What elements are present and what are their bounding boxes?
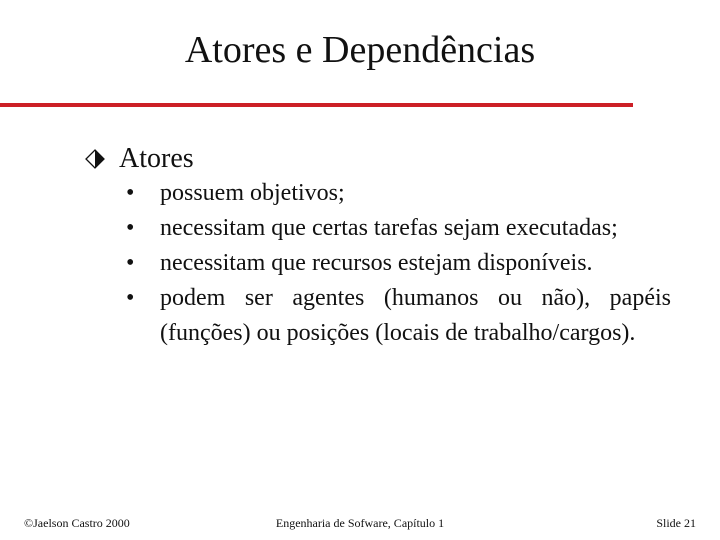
list-item-text: possuem objetivos; — [160, 180, 345, 206]
list-item-text: necessitam que recursos estejam disponíveis. — [160, 250, 593, 276]
list-item — [126, 211, 671, 246]
section-label: Atores — [119, 143, 194, 174]
bullet-dot: • — [126, 180, 135, 206]
title-divider — [0, 103, 633, 107]
bullet-list — [126, 176, 671, 351]
footer-course: Engenharia de Sofware, Capítulo 1 — [275, 516, 445, 530]
footer-copyright: ©Jaelson Castro 2000 — [24, 516, 130, 530]
list-item — [126, 246, 671, 281]
bullet-dot: • — [126, 215, 135, 241]
footer-slide-number: Slide 21 — [656, 516, 696, 530]
diamond-bullet-icon — [85, 149, 105, 169]
slide-title: Atores e Dependências — [184, 29, 536, 71]
bullet-dot: • — [126, 285, 135, 311]
section-heading — [85, 142, 194, 176]
list-item — [126, 281, 671, 351]
list-item — [126, 176, 671, 211]
bullet-dot: • — [126, 250, 135, 276]
list-item-text: necessitam que certas tarefas sejam executadas; — [160, 215, 618, 241]
list-item-text: podem ser agentes (humanos ou não), papéis (funções) ou posições (locais de trabalho/cargos). — [160, 285, 671, 346]
